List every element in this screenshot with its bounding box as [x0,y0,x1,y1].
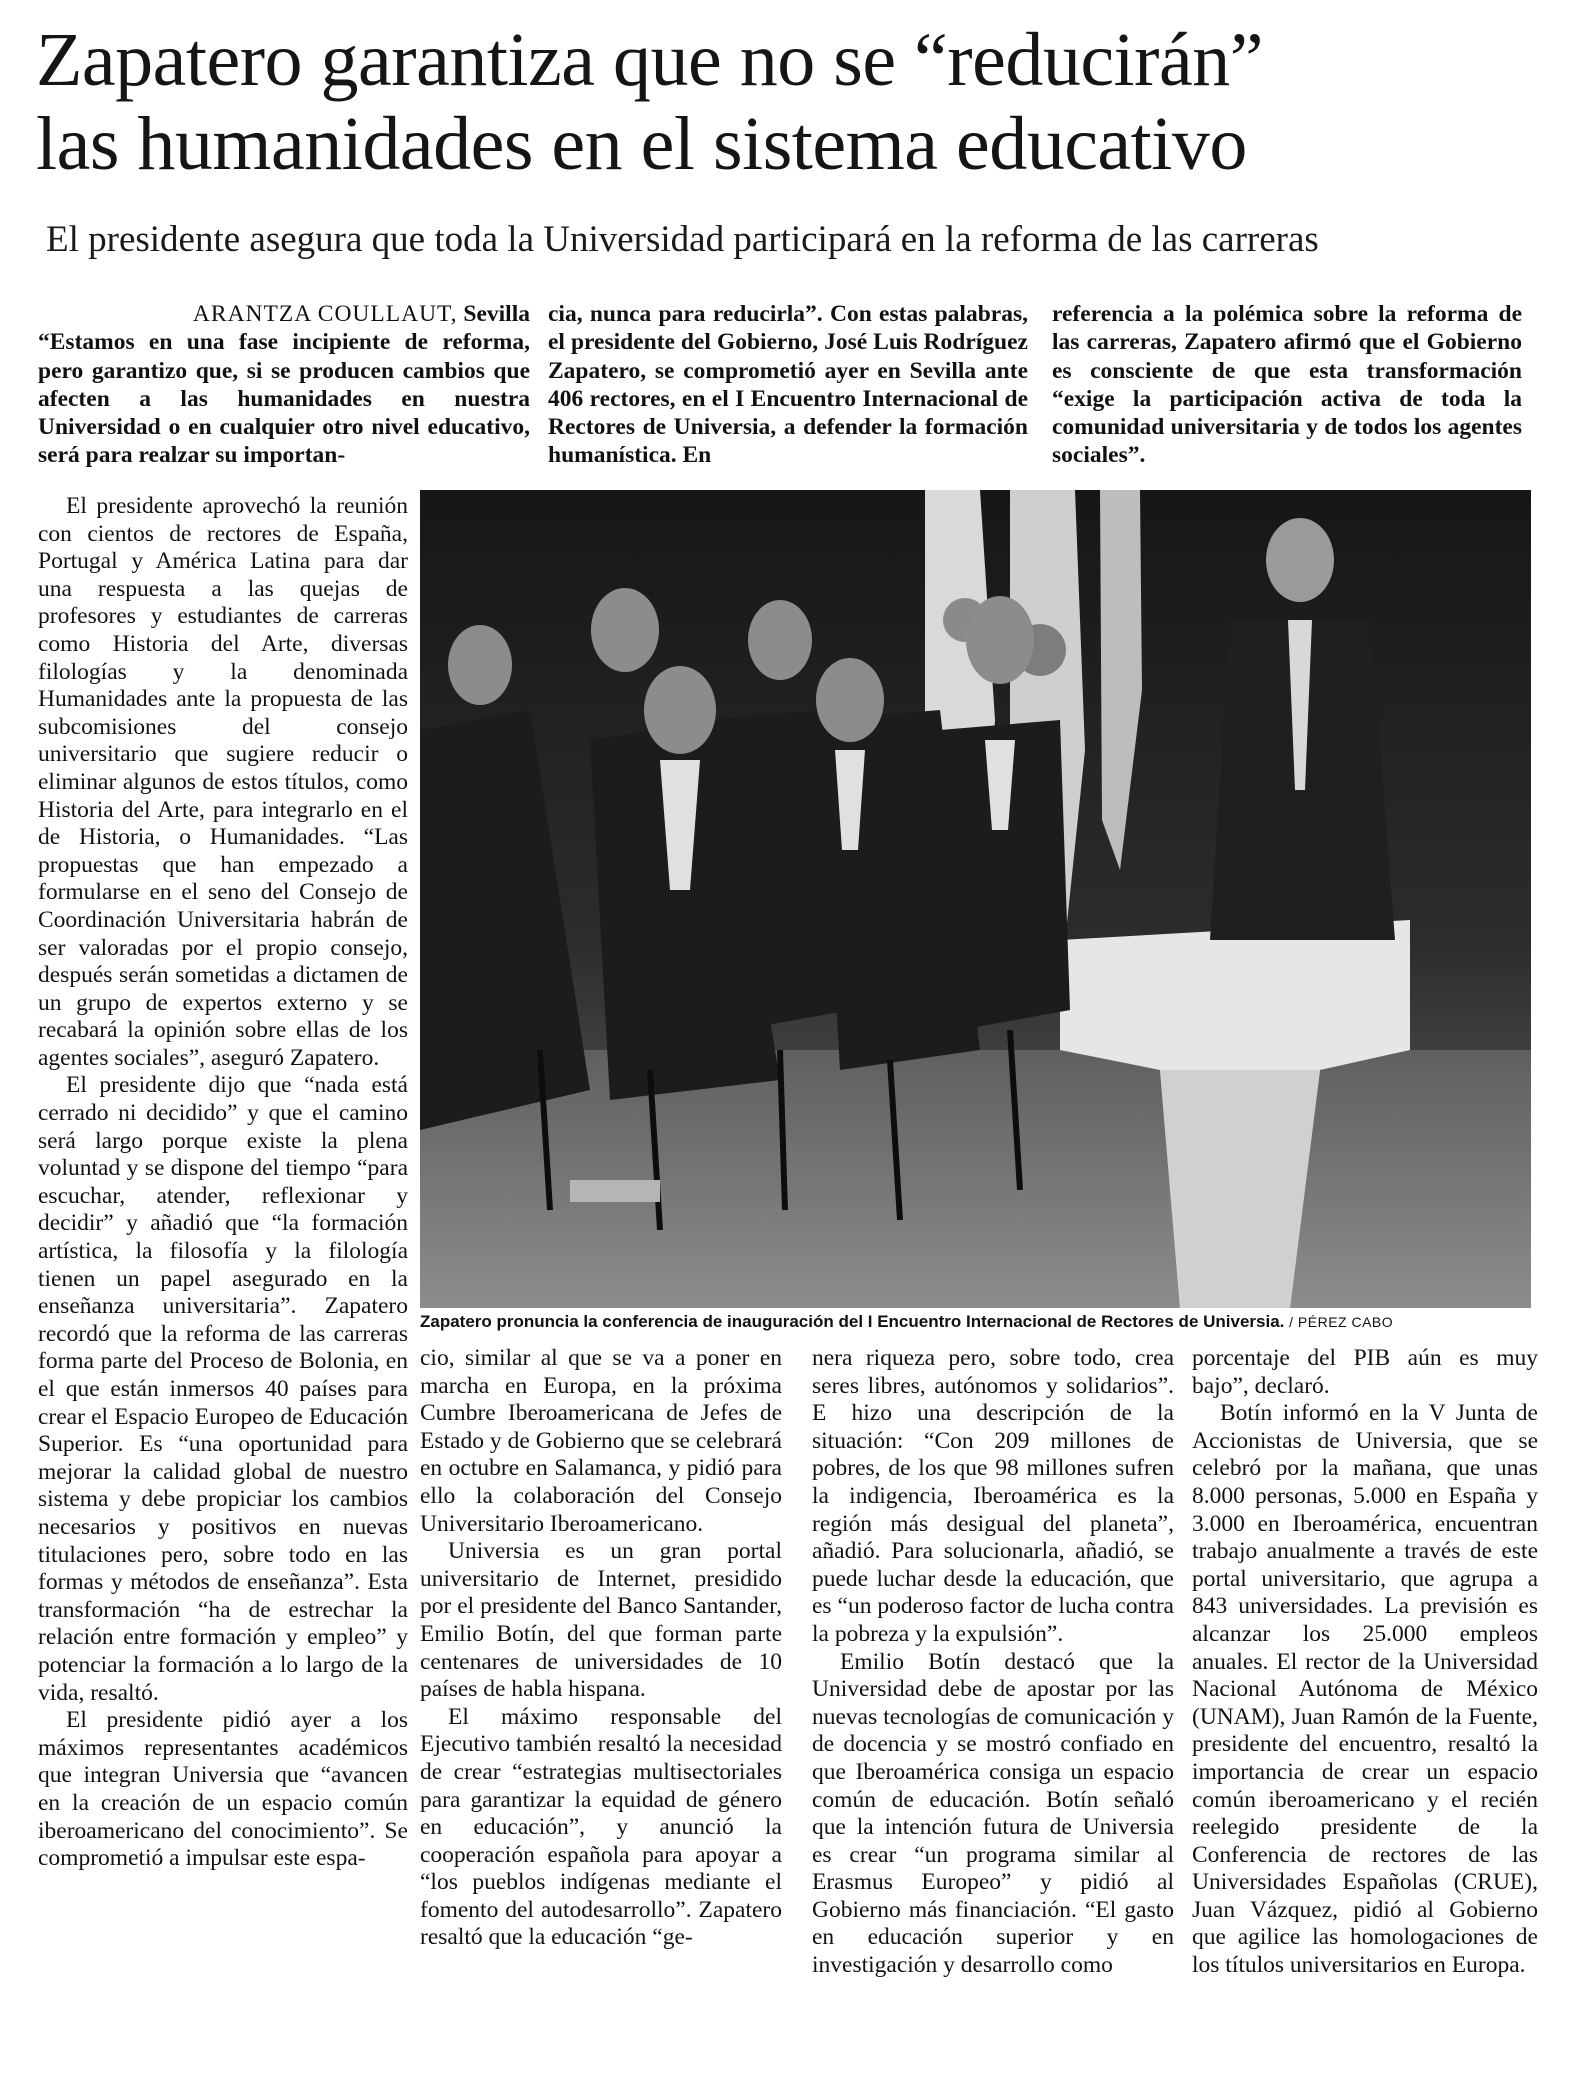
body-column-1 [38,493,408,1873]
lead-text-1: “Estamos en una fase incipiente de reforma, pero garantizo que, si se producen cambios que afecten a las humanidades en nuestra Universidad o en cualquier otro nivel educativo, será para realzar su importan- [38,329,530,469]
lead-column-1 [38,300,530,470]
body-paragraph: El presidente pidió ayer a los máximos representantes académicos que integran Universia que “avancen en la creación de un espacio común iberoamericano del conocimiento”. Se comprometió a impulsar este espa- [38,1707,408,1872]
body-paragraph: nera riqueza pero, sobre todo, crea seres libres, autónomos y solidarios”. E hizo una descripción de la situación: “Con 209 millones de pobres, de los que 98 millones sufren la indigencia, Iberoamérica es la región más desigual del planeta”, añadió. Para solucionarla, añadió, se puede luchar desde la educación, que es “un poderoso factor de lucha contra la pobreza y la expulsión”. [812,1345,1174,1647]
photo-caption [420,1312,1540,1332]
lead-column-2 [548,300,1028,470]
body-column-4 [1192,1345,1538,1980]
headline-line-1: Zapatero garantiza que no se “reducirán” [36,18,1263,102]
byline [38,300,530,328]
body-paragraph: El presidente aprovechó la reunión con cientos de rectores de España, Portugal y América Latina para dar una respuesta a las quejas de profesores y estudiantes de carreras como Historia del Arte, diversas filologías y la denominada Humanidades ante la propuesta de las subcomisiones del consejo universitario que sugiere reducir o eliminar algunos de estos títulos, como Historia del Arte, para integrarlo en el de Historia, o Humanidades. “Las propuestas que han empezado a formularse en el seno del Consejo de Coordinación Universitaria habrán de ser valoradas por el propio consejo, después serán sometidas a dictamen de un grupo de expertos externo y se recabará la opinión sobre ellas de los agentes sociales”, aseguró Zapatero. [38,493,408,1071]
headline [36,18,1556,186]
lead-column-3 [1052,300,1522,470]
body-paragraph: El máximo responsable del Ejecutivo también resaltó la necesidad de crear “estrategias multisectoriales para garantizar la equidad de género en educación”, y anunció la cooperación española para apoyar a “los pueblos indígenas mediante el fomento del autodesarrollo”. Zapatero resaltó que la educación “ge- [420,1703,782,1951]
subheadline: El presidente asegura que toda la Universidad participará en la reforma de las carreras [46,219,1319,260]
body-paragraph: El presidente dijo que “nada está cerrado ni decidido” y que el camino será largo porque existe la plena voluntad y se dispone del tiempo “para escuchar, atender, reflexionar y decidir” y añadió que “la formación artística, la filosofía y la filología tienen un papel asegurado en la enseñanza universitaria”. Zapatero recordó que la reforma de las carreras forma parte del Proceso de Bolonia, en el que están inmersos 40 países para crear el Espacio Europeo de Educación Superior. Es “una oportunidad para mejorar la calidad global de nuestro sistema y debe propiciar los cambios necesarios y positivos en nuevas titulaciones pero, sobre todo en las formas y métodos de enseñanza”. Esta transformación “ha de estrechar la relación entre formación y empleo” y potenciar la formación a lo largo de la vida, resaltó. [38,1072,408,1706]
body-paragraph: cio, similar al que se va a poner en marcha en Europa, en la próxima Cumbre Iberoamericana de Jefes de Estado y de Gobierno que se celebrará en octubre en Salamanca, y pidió para ello la colaboración del Consejo Universitario Iberoamericano. [420,1345,782,1537]
body-paragraph: Botín informó en la V Junta de Accionistas de Universia, que se celebró por la mañana, que unas 8.000 personas, 5.000 en España y 3.000 en Iberoamérica, encuentran trabajo anualmente a través de este portal universitario, que agrupa a 843 universidades. La previsión es alcanzar los 25.000 empleos anuales. El rector de la Universidad Nacional Autónoma de México (UNAM), Juan Ramón de la Fuente, presidente del encuentro, resaltó la importancia de crear un espacio común iberoamericano y el recién reelegido presidente de la Conferencia de rectores de las Universidades Españolas (CRUE), Juan Vázquez, pidió al Gobierno que agilice las homologaciones de los títulos universitarios en Europa. [1192,1400,1538,1979]
photo-credit: / PÉREZ CABO [1289,1314,1394,1330]
news-photo [420,490,1531,1308]
lead-text-2: cia, nunca para reducirla”. Con estas palabras, el presidente del Gobierno, José Luis Rodríguez Zapatero, se comprometió ayer en Sevilla ante 406 rectores, en el I Encuentro Internacional de Rectores de Universia, a defender la formación humanística. En [548,301,1028,469]
headline-line-2: las humanidades en el sistema educativo [36,102,1247,186]
body-paragraph: Emilio Botín destacó que la Universidad debe de apostar por las nuevas tecnologías de comunicación y de docencia y se mostró confiado en que Iberoamérica consiga un espacio común de educación. Botín señaló que la intención futura de Universia es crear “un programa similar al Erasmus Europeo” y pidió al Gobierno más financiación. “El gasto en educación superior y en investigación y desarrollo como [812,1648,1174,1979]
lead-text-3: referencia a la polémica sobre la reforma de las carreras, Zapatero afirmó que el Gobierno es consciente de que esta transformación “exige la participación activa de toda la comunidad universitaria y de todos los agentes sociales”. [1052,301,1522,469]
caption-text: Zapatero pronuncia la conferencia de inauguración del I Encuentro Internacional de Rectores de Universia. [420,1312,1285,1331]
body-column-3 [812,1345,1174,1980]
body-column-2 [420,1345,782,1952]
byline-author: ARANTZA COULLAUT, [192,301,458,327]
byline-place: Sevilla [463,301,530,327]
body-paragraph: Universia es un gran portal universitario de Internet, presidido por el presidente del Banco Santander, Emilio Botín, del que forman parte centenares de universidades de 10 países de habla hispana. [420,1538,782,1703]
body-paragraph: porcentaje del PIB aún es muy bajo”, declaró. [1192,1345,1538,1399]
